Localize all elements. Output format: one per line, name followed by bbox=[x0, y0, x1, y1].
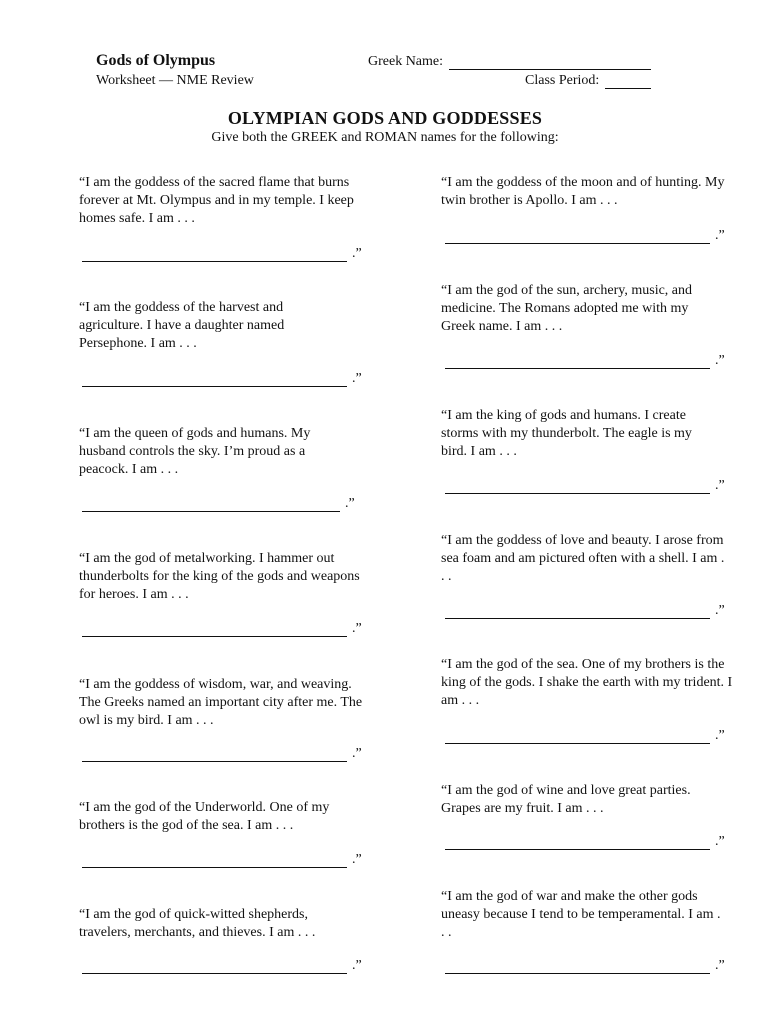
answer-right-5[interactable]: .” bbox=[445, 728, 725, 744]
question-right-7: “I am the god of war and make the other gods uneasy because I tend to be temperamental. I am . . . bbox=[441, 889, 721, 940]
question-right-5: “I am the god of the sea. One of my brothers is the king of the gods. I shake the earth with my trident. I am . . . bbox=[441, 657, 733, 708]
class-period-label: Class Period: bbox=[525, 73, 600, 88]
question-left-4: “I am the god of metalworking. I hammer out thunderbolts for the king of the gods and weapons for heroes. I am . . . bbox=[79, 551, 360, 602]
class-period-blank[interactable] bbox=[605, 74, 651, 89]
question-left-3: “I am the queen of gods and humans. My husband controls the sky. I’m proud as a peacock. I am . . . bbox=[79, 426, 311, 477]
greek-name-label: Greek Name: bbox=[368, 54, 444, 69]
question-left-5: “I am the goddess of wisdom, war, and weaving. The Greeks named an important city after me. The owl is my bird. I am . . . bbox=[79, 677, 363, 728]
question-left-1: “I am the goddess of the sacred flame that burns forever at Mt. Olympus and in my temple. I keep homes safe. I am . . . bbox=[79, 175, 354, 226]
answer-right-2[interactable]: .” bbox=[445, 353, 725, 369]
class-period-field bbox=[525, 73, 651, 89]
question-right-4: “I am the goddess of love and beauty. I arose from sea foam and am pictured often with a shell. I am . . . bbox=[441, 533, 725, 584]
question-left-7: “I am the god of quick-witted shepherds, travelers, merchants, and thieves. I am . . . bbox=[79, 907, 316, 940]
answer-left-1[interactable]: .” bbox=[82, 246, 362, 262]
answer-right-1[interactable]: .” bbox=[445, 228, 725, 244]
question-left-6: “I am the god of the Underworld. One of my brothers is the god of the sea. I am . . . bbox=[79, 800, 330, 833]
page-heading: OLYMPIAN GODS AND GODDESSES bbox=[227, 108, 543, 128]
instructions: Give both the GREEK and ROMAN names for the following: bbox=[211, 130, 559, 145]
answer-left-7[interactable]: .” bbox=[82, 958, 362, 974]
question-right-2: “I am the god of the sun, archery, music, and medicine. The Romans adopted me with my Greek name. I am . . . bbox=[441, 283, 693, 334]
worksheet-title: Gods of Olympus bbox=[96, 52, 216, 69]
answer-left-4[interactable]: .” bbox=[82, 621, 362, 637]
question-right-6: “I am the god of wine and love great parties. Grapes are my fruit. I am . . . bbox=[441, 783, 691, 816]
answer-left-6[interactable]: .” bbox=[82, 852, 362, 868]
question-left-2: “I am the goddess of the harvest and agriculture. I have a daughter named Persephone. I am . . . bbox=[79, 300, 285, 351]
worksheet-subtitle: Worksheet — NME Review bbox=[96, 73, 254, 88]
answer-left-5[interactable]: .” bbox=[82, 746, 362, 762]
greek-name-field bbox=[368, 54, 651, 70]
question-right-1: “I am the goddess of the moon and of hunting. My twin brother is Apollo. I am . . . bbox=[441, 175, 725, 208]
greek-name-blank[interactable] bbox=[449, 55, 651, 70]
answer-right-6[interactable]: .” bbox=[445, 834, 725, 850]
answer-right-4[interactable]: .” bbox=[445, 603, 725, 619]
answer-left-3[interactable]: .” bbox=[82, 496, 355, 512]
answer-left-2[interactable]: .” bbox=[82, 371, 362, 387]
answer-right-7[interactable]: .” bbox=[445, 958, 725, 974]
answer-right-3[interactable]: .” bbox=[445, 478, 725, 494]
question-right-3: “I am the king of gods and humans. I create storms with my thunderbolt. The eagle is my bird. I am . . . bbox=[441, 408, 692, 459]
